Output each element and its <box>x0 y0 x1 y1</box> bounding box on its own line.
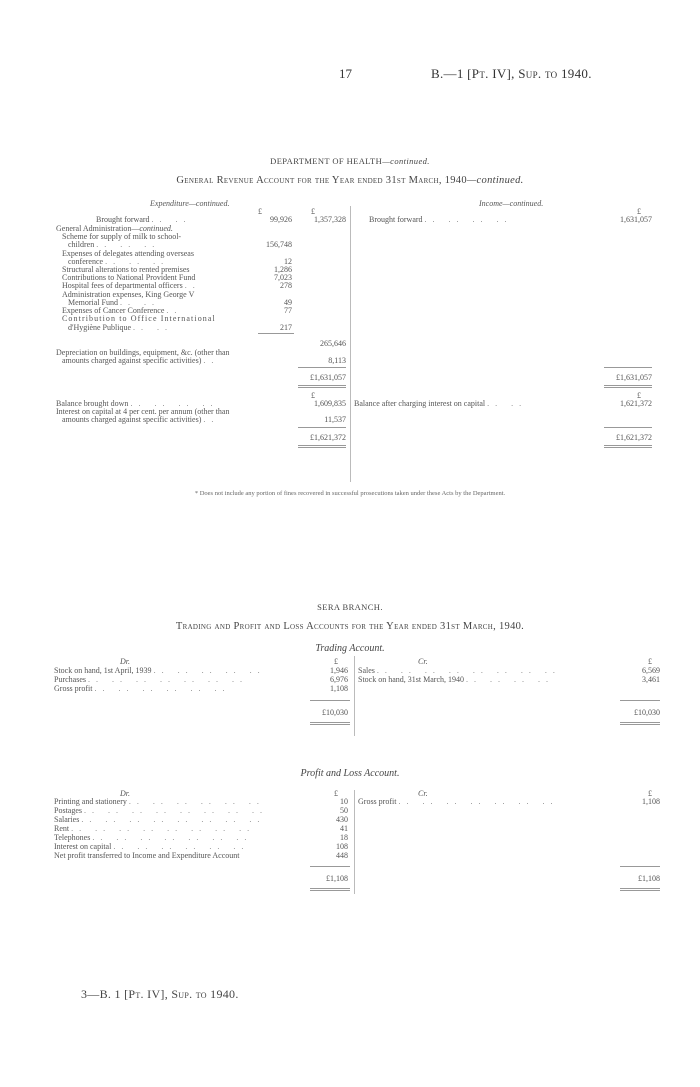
delegates-label-1: Expenses of delegates attending overseas <box>62 249 194 258</box>
trading-left-row-1: Purchases .. .. .. .. .. .. .. <box>54 675 248 684</box>
trading-right-row-1: Stock on hand, 31st March, 1940 .. .. .. .. <box>358 675 554 684</box>
trading-double-rule-left <box>310 722 350 725</box>
income-balance-amount: 1,621,372 <box>620 399 652 408</box>
interest-amount: 11,537 <box>324 415 346 424</box>
footnote: * Does not include any portion of fines recovered in successful prosecutions taken under these Acts by the Department. <box>194 490 506 497</box>
pl-right-amount-0: 1,108 <box>642 797 660 806</box>
pl-double-rule-right <box>620 888 660 891</box>
trading-total-rule-left <box>310 700 350 701</box>
trading-heading: Trading Account. <box>315 643 385 654</box>
pound-sign-col3: £ <box>637 207 641 216</box>
income-brought-forward-amount: 1,631,057 <box>620 215 652 224</box>
balance-brought-down-label: Balance brought down .. .. .. .. <box>56 399 219 408</box>
pl-left-amount-4: 18 <box>340 833 348 842</box>
pl-left-row-2: Salaries .. .. .. .. .. .. .. .. <box>54 815 266 824</box>
trading-pound-right: £ <box>648 657 652 666</box>
pl-right-row-0: Gross profit .. .. .. .. .. .. .. <box>358 797 559 806</box>
trading-left-amount-1: 6,976 <box>330 675 348 684</box>
hospital-fees-amount: 278 <box>280 281 292 290</box>
pl-total-left: £1,108 <box>326 874 348 883</box>
subtotal-amount: 265,646 <box>320 339 346 348</box>
trading-dr: Dr. <box>120 657 131 666</box>
section-title-cont: —continued. <box>382 156 430 166</box>
section-title-text: DEPARTMENT OF HEALTH <box>270 156 383 166</box>
delegates-amount: 12 <box>284 257 292 266</box>
provident-amount: 7,023 <box>274 273 292 282</box>
account-title-cont: —continued. <box>466 175 524 186</box>
trading-pound-left: £ <box>334 657 338 666</box>
trading-left-amount-0: 1,946 <box>330 666 348 675</box>
trading-right-amount-0: 6,569 <box>642 666 660 675</box>
account-title-text: General Revenue Account for the Year ended 31st March, 1940 <box>176 175 467 186</box>
structural-label: Structural alterations to rented premises <box>62 265 190 274</box>
pl-left-amount-1: 50 <box>340 806 348 815</box>
pl-divider <box>354 790 355 894</box>
income-balance-label: Balance after charging interest on capital .. .. <box>354 399 528 408</box>
pl-left-row-5: Interest on capital .. .. .. .. .. .. <box>54 842 250 851</box>
pl-dr: Dr. <box>120 789 131 798</box>
total-right-2: £1,621,372 <box>616 433 652 442</box>
hospital-fees-label: Hospital fees of departmental officers .. <box>62 281 201 290</box>
pl-cr: Cr. <box>418 789 428 798</box>
page-number: 17 <box>339 66 352 81</box>
pl-left-amount-5: 108 <box>336 842 348 851</box>
general-administration-label: General Administration—continued. <box>56 224 173 233</box>
total-double-rule-right-2 <box>604 445 652 448</box>
pl-left-row-4: Telephones .. .. .. .. .. .. .. <box>54 833 253 842</box>
total-rule-right-1 <box>604 367 652 368</box>
cancer-conference-label: Expenses of Cancer Conference .. <box>62 306 183 315</box>
trading-divider <box>354 656 355 736</box>
total-left-2: £1,621,372 <box>310 433 346 442</box>
total-right-1: £1,631,057 <box>616 373 652 382</box>
page-reference: B.—1 [Pt. IV], Sup. to 1940. <box>431 66 592 81</box>
pl-left-row-6: Net profit transferred to Income and Expenditure Account <box>54 851 240 860</box>
pl-left-row-3: Rent .. .. .. .. .. .. .. .. <box>54 824 256 833</box>
pound-sign-col3b: £ <box>637 391 641 400</box>
trading-total-left: £10,030 <box>322 708 348 717</box>
pl-heading: Profit and Loss Account. <box>300 768 400 779</box>
total-rule-left-1 <box>298 367 346 368</box>
account-title <box>0 175 700 186</box>
trading-left-row-2: Gross profit .. .. .. .. .. .. <box>54 684 231 693</box>
delegates-label-2: conference .. .. .. <box>68 257 170 266</box>
sera-title: SERA BRANCH. <box>317 602 383 612</box>
brought-forward-amount-2: 1,357,328 <box>314 215 346 224</box>
subtotal-rule <box>258 333 294 334</box>
trading-right-row-0: Sales .. .. .. .. .. .. .. .. <box>358 666 561 675</box>
total-rule-left-2 <box>298 427 346 428</box>
income-heading: Income—continued. <box>479 199 544 208</box>
section-title <box>0 156 700 166</box>
footer-reference: 3—B. 1 [Pt. IV], Sup. to 1940. <box>81 987 239 1001</box>
brought-forward-label: Brought forward .. .. <box>96 215 192 224</box>
sera-subtitle: Trading and Profit and Loss Accounts for the Year ended 31st March, 1940. <box>175 621 525 632</box>
pl-total-rule-right <box>620 866 660 867</box>
column-divider <box>350 206 351 482</box>
pl-left-row-0: Printing and stationery .. .. .. .. .. .. <box>54 797 265 806</box>
pl-total-rule-left <box>310 866 350 867</box>
balance-brought-down-amount: 1,609,835 <box>314 399 346 408</box>
trading-right-amount-1: 3,461 <box>642 675 660 684</box>
admin-expenses-label-1: Administration expenses, King George V <box>62 290 195 299</box>
trading-double-rule-right <box>620 722 660 725</box>
milk-scheme-label-2: children .. .. .. <box>68 240 161 249</box>
total-double-rule-left-1 <box>298 385 346 388</box>
milk-scheme-label-1: Scheme for supply of milk to school- <box>62 232 182 241</box>
structural-amount: 1,286 <box>274 265 292 274</box>
total-double-rule-left-2 <box>298 445 346 448</box>
contribution-amount: 217 <box>280 323 292 332</box>
contribution-label-2: d'Hygiène Publique .. .. <box>68 323 173 332</box>
admin-expenses-label-2: Memorial Fund .. .. <box>68 298 160 307</box>
trading-left-amount-2: 1,108 <box>330 684 348 693</box>
pound-sign-col1: £ <box>258 207 262 216</box>
pound-sign-col2b: £ <box>311 391 315 400</box>
interest-label-2: amounts charged against specific activities) .. <box>62 415 220 424</box>
total-rule-right-2 <box>604 427 652 428</box>
trading-total-rule-right <box>620 700 660 701</box>
milk-scheme-amount: 156,748 <box>266 240 292 249</box>
trading-total-right: £10,030 <box>634 708 660 717</box>
pound-sign-col2: £ <box>311 207 315 216</box>
income-brought-forward-label: Brought forward .. .. .. .. <box>369 215 513 224</box>
provident-label: Contributions to National Provident Fund <box>62 273 196 282</box>
pl-double-rule-left <box>310 888 350 891</box>
total-double-rule-right-1 <box>604 385 652 388</box>
pl-pound-left: £ <box>334 789 338 798</box>
depreciation-amount: 8,113 <box>328 356 346 365</box>
pl-left-row-1: Postages .. .. .. .. .. .. .. .. <box>54 806 268 815</box>
pl-left-amount-6: 448 <box>336 851 348 860</box>
total-left-1: £1,631,057 <box>310 373 346 382</box>
expenditure-heading: Expenditure—continued. <box>150 199 230 208</box>
pl-left-amount-0: 10 <box>340 797 348 806</box>
brought-forward-amount-1: 99,926 <box>270 215 292 224</box>
trading-left-row-0: Stock on hand, 1st April, 1939 .. .. .. .. .. <box>54 666 266 675</box>
admin-expenses-amount: 49 <box>284 298 292 307</box>
trading-cr: Cr. <box>418 657 428 666</box>
depreciation-label-2: amounts charged against specific activities) .. <box>62 356 220 365</box>
depreciation-label-1: Depreciation on buildings, equipment, &c. (other than <box>56 348 230 357</box>
interest-label-1: Interest on capital at 4 per cent. per annum (other than <box>56 407 230 416</box>
pl-left-amount-2: 430 <box>336 815 348 824</box>
contribution-label-1: Contribution to Office International <box>62 314 216 323</box>
pl-total-right: £1,108 <box>638 874 660 883</box>
cancer-conference-amount: 77 <box>284 306 292 315</box>
pl-left-amount-3: 41 <box>340 824 348 833</box>
pl-pound-right: £ <box>648 789 652 798</box>
